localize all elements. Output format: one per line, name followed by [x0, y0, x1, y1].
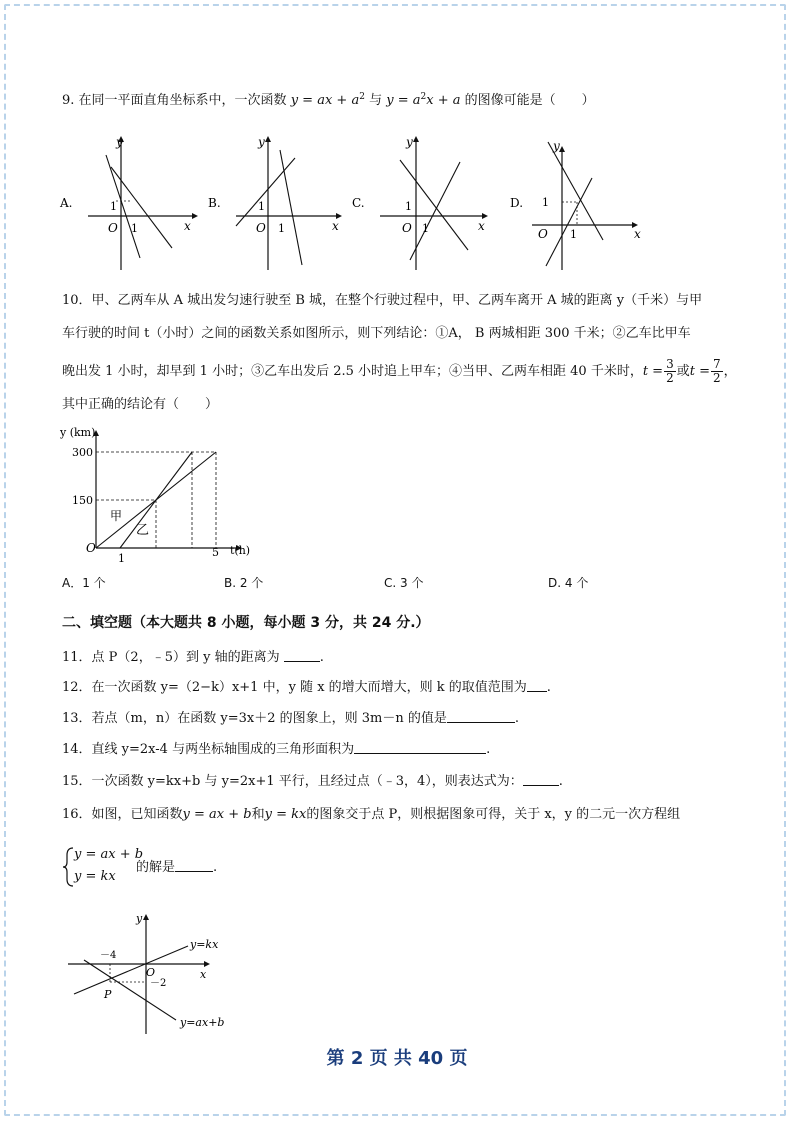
- svg-text:1: 1: [570, 228, 577, 241]
- option-c-graph[interactable]: [352, 135, 488, 270]
- svg-text:y: y: [406, 135, 413, 149]
- answer-blank-12[interactable]: [527, 678, 547, 692]
- question-9-option-graphs: [58, 130, 658, 275]
- svg-text:y: y: [116, 135, 123, 149]
- option-b-graph[interactable]: [208, 135, 342, 270]
- svg-text:y=ax+b: y=ax+b: [180, 1016, 225, 1029]
- svg-text:O: O: [402, 221, 412, 235]
- svg-text:x: x: [332, 219, 339, 233]
- question-10-line-2: 车行驶的时间 t（小时）之间的函数关系如图所示，则下列结论：①A， B 两城相距 300 千米；②乙车比甲车: [62, 326, 691, 341]
- svg-text:O: O: [256, 221, 266, 235]
- svg-text:1: 1: [118, 552, 125, 565]
- question-14: 14．直线 y=2x-4 与两坐标轴围成的三角形面积为 .: [62, 742, 491, 757]
- question-10-line-4: 其中正确的结论有（ ）: [62, 397, 219, 412]
- option-a-graph[interactable]: [59, 135, 198, 270]
- svg-text:y=kx: y=kx: [190, 938, 219, 951]
- svg-text:O: O: [86, 541, 96, 555]
- svg-text:B.: B.: [208, 196, 221, 210]
- question-11: 11．点 P（2，﹣5）到 y 轴的距离为 .: [62, 650, 324, 665]
- question-10-option-d[interactable]: D. 4 个: [548, 576, 589, 590]
- question-15: 15．一次函数 y=kx+b 与 y=2x+1 平行，且经过点（﹣3，4），则表达式为： .: [62, 774, 563, 789]
- question-10-option-b[interactable]: B. 2 个: [224, 576, 264, 590]
- page-footer: 第 2 页 共 40 页: [326, 1048, 468, 1069]
- svg-text:x: x: [634, 227, 641, 241]
- svg-text:O: O: [146, 966, 156, 979]
- svg-text:1: 1: [258, 200, 265, 213]
- system-eq-1: y = ax + b: [74, 847, 144, 862]
- question-10-option-c[interactable]: C. 3 个: [384, 576, 424, 590]
- svg-text:－2: －2: [150, 978, 167, 989]
- svg-text:5: 5: [212, 546, 219, 559]
- svg-text:1: 1: [110, 200, 117, 213]
- svg-text:150: 150: [72, 494, 93, 507]
- svg-text:y: y: [136, 912, 143, 925]
- svg-text:C.: C.: [352, 196, 365, 210]
- svg-text:y (km): y (km): [60, 426, 96, 439]
- svg-text:x: x: [184, 219, 191, 233]
- answer-blank-11[interactable]: [284, 648, 320, 662]
- svg-text:t(h): t(h): [230, 544, 251, 557]
- answer-blank-14[interactable]: [354, 740, 486, 754]
- svg-text:x: x: [200, 968, 207, 981]
- svg-text:300: 300: [72, 446, 93, 459]
- question-12: 12．在一次函数 y=（2−k）x+1 中，y 随 x 的增大而增大，则 k 的取值范围为 .: [62, 680, 551, 695]
- question-16-stem: 16．如图，已知函数y = ax + b和y = kx的图象交于点 P，则根据图象可得，关于 x，y 的二元一次方程组: [62, 807, 681, 822]
- svg-text:1: 1: [405, 200, 412, 213]
- svg-text:y: y: [553, 139, 560, 153]
- question-10-graph: [58, 420, 278, 565]
- question-16-graph: [62, 910, 242, 1036]
- question-10-line-1: 10．甲、乙两车从 A 城出发匀速行驶至 B 城，在整个行驶过程中，甲、乙两车离开 A 城的距离 y（千米）与甲: [62, 293, 703, 308]
- option-a-label: A.: [60, 196, 73, 210]
- option-d-graph[interactable]: [510, 139, 641, 270]
- question-10-option-a[interactable]: A．1 个: [62, 576, 106, 590]
- svg-text:1: 1: [542, 196, 549, 209]
- svg-text:D.: D.: [510, 196, 524, 210]
- system-eq-2: y = kx: [74, 869, 116, 884]
- question-10-line-3: 晚出发 1 小时，却早到 1 小时；③乙车出发后 2.5 小时追上甲车；④当甲、乙两车相距 40 千米时，t = $\frac{3}{2}$ 或t = $\frac{7}{2}$ ，: [62, 357, 737, 385]
- svg-text:甲: 甲: [110, 509, 123, 523]
- section-2-heading: 二、填空题（本大题共 8 小题，每小题 3 分，共 24 分.）: [62, 615, 430, 631]
- svg-text:O: O: [108, 221, 118, 235]
- svg-text:1: 1: [278, 222, 285, 235]
- svg-text:1: 1: [131, 222, 138, 235]
- answer-blank-13[interactable]: [447, 709, 515, 723]
- svg-text:x: x: [478, 219, 485, 233]
- system-solution-prompt: 的解是 .: [136, 860, 218, 875]
- answer-blank-15[interactable]: [523, 772, 559, 786]
- svg-text:乙: 乙: [136, 523, 150, 538]
- question-13: 13．若点（m，n）在函数 y=3x＋2 的图象上，则 3m－n 的值是 .: [62, 711, 519, 726]
- svg-text:－4: －4: [100, 950, 117, 961]
- svg-text:P: P: [104, 988, 112, 1001]
- answer-blank-16[interactable]: [175, 858, 213, 872]
- svg-text:O: O: [538, 227, 548, 241]
- svg-text:1: 1: [422, 222, 429, 235]
- svg-text:y: y: [258, 135, 265, 149]
- question-9-stem: 9. 在同一平面直角坐标系中，一次函数 y = ax + $a^2$ 与 $y = a^2x + a$ 的图像可能是（ ）: [62, 92, 595, 108]
